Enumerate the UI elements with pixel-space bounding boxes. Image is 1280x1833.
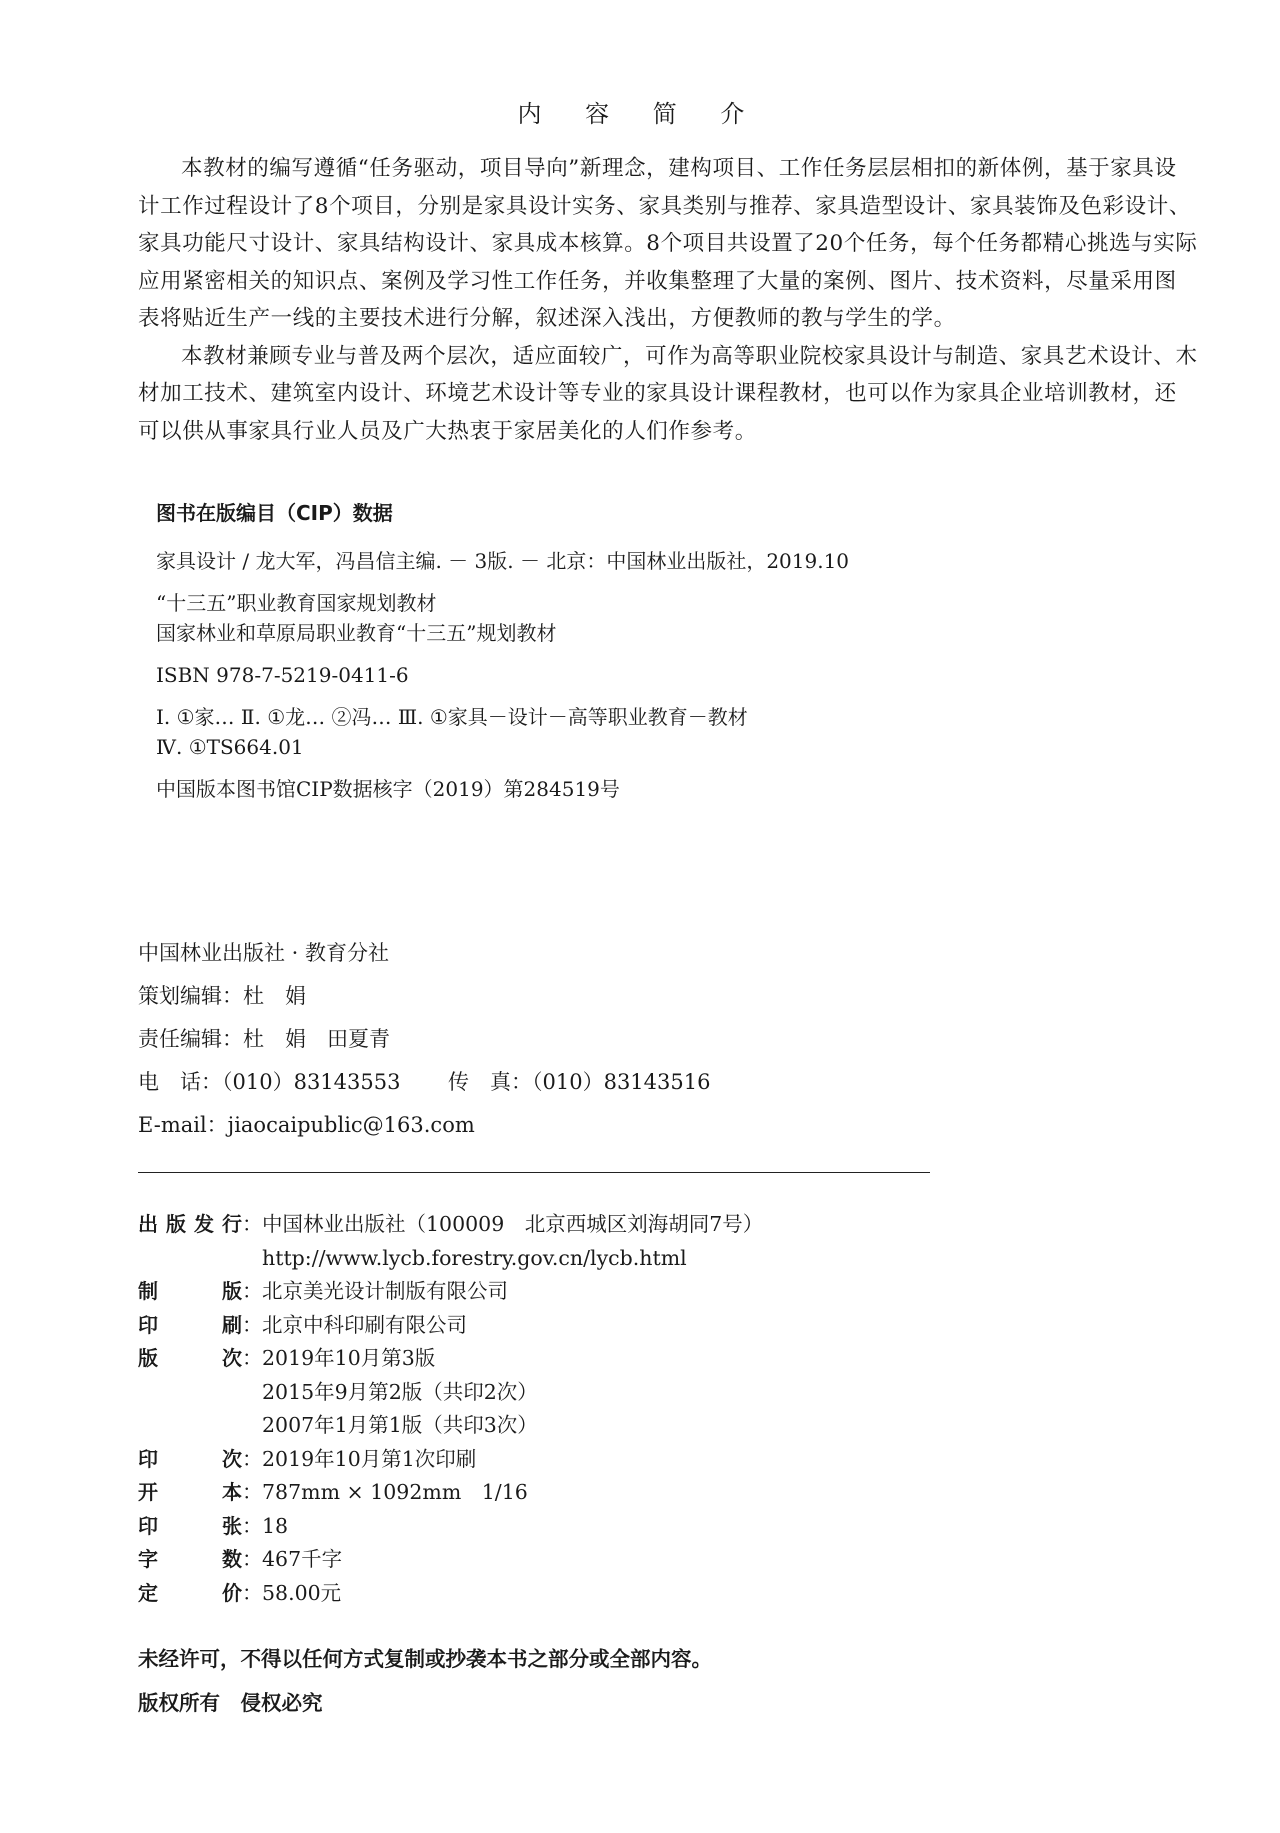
cip-catalog-line [156,546,849,576]
edition-history-2: 2007年1月第1版（共印3次） [262,1413,538,1437]
cip-classification [156,702,748,762]
info-colon: ： [242,1513,263,1538]
cip-verification-text: 中国版本图书馆CIP数据核字（2019）第284519号 [156,777,620,801]
info-value-printing: 北京中科印刷有限公司 [262,1312,467,1337]
intro-section [138,150,1198,450]
info-row-format [138,1476,763,1510]
page-title: 内 容 简 介 [517,100,763,128]
intro-paragraph-1: 本教材的编写遵循“任务驱动，项目导向”新理念，建构项目、工作任务层层相扣的新体例，基于家具设计工作过程设计了8个项目，分别是家具设计实务、家具类别与推荐、家具造型设计、家具装饰及色彩设计、家具功能尺寸设计、家具结构设计、家具成本核算。8个项目共设置了20个任务，每个任务都精心挑选与实际应用紧密相关的知识点、案例及学习性工作任务，并收集整理了大量的案例、图片、技术资料，尽量采用图表将贴近生产一线的主要技术进行分解，叙述深入浅出，方便教师的教与学生的学。 [138,156,1198,331]
info-row-impression [138,1443,763,1477]
cip-classification-1: Ⅰ. ①家… Ⅱ. ①龙… ②冯… Ⅲ. ①家具－设计－高等职业教育－教材 [156,705,748,729]
info-row-sheets [138,1510,763,1544]
info-value-plate: 北京美光设计制版有限公司 [262,1279,508,1303]
info-row-price [138,1577,763,1611]
fax-number: 传 真：（010）83143516 [448,1070,711,1094]
info-label-word-count: 字 数 [138,1547,242,1571]
info-label-distribution: 出 版 发 行 [138,1212,242,1236]
info-value-format: 787mm × 1092mm 1/16 [262,1480,528,1504]
cip-isbn-text: ISBN 978-7-5219-0411-6 [156,663,409,687]
copyright-rights: 版权所有 侵权必究 [138,1691,323,1715]
info-colon: ： [242,1480,263,1504]
info-label-impression: 印 次 [138,1446,242,1471]
divider-line [138,1172,930,1173]
publisher-division: 中国林业出版社 · 教育分社 [138,941,390,965]
edition-history-1: 2015年9月第2版（共印2次） [262,1379,538,1404]
info-value-distribution: 中国林业出版社（100009 北京西城区刘海胡同7号） [262,1212,764,1236]
info-row-edition-history-1 [138,1376,763,1410]
phone-number: 电 话：（010）83143553 [138,1070,401,1094]
info-value-word-count: 467千字 [262,1547,343,1571]
info-value-edition: 2019年10月第3版 [262,1346,436,1370]
publisher-block [138,932,710,1147]
cip-heading: 图书在版编目（CIP）数据 [156,501,393,525]
info-value-impression: 2019年10月第1次印刷 [262,1446,477,1471]
cip-catalog-text: 家具设计 / 龙大军，冯昌信主编. － 3版. － 北京：中国林业出版社，2019.10 [156,549,850,573]
responsible-editor: 责任编辑：杜 娟 田夏青 [138,1027,390,1051]
info-colon: ： [242,1446,263,1471]
info-value-sheets: 18 [262,1513,289,1538]
info-row-printing [138,1309,763,1343]
info-label-price: 定 价 [138,1580,242,1605]
publisher-url[interactable]: http://www.lycb.forestry.gov.cn/lycb.html [262,1245,687,1270]
info-row-url [138,1242,763,1276]
info-row-distribution [138,1208,763,1242]
cip-series-1: “十三五”职业教育国家规划教材 [156,591,437,615]
cip-isbn [156,660,409,690]
cip-classification-2: Ⅳ. ①TS664.01 [156,735,304,759]
planning-editor: 策划编辑：杜 娟 [138,984,306,1008]
info-colon: ： [242,1212,263,1236]
info-colon: ： [242,1580,263,1605]
publication-info [138,1208,763,1610]
copyright-notice: 未经许可，不得以任何方式复制或抄袭本书之部分或全部内容。 [138,1647,712,1671]
info-colon: ： [242,1346,263,1370]
cip-series [156,588,556,648]
email-address: E-mail：jiaocaipublic@163.com [138,1113,475,1137]
info-label-format: 开 本 [138,1480,242,1504]
contact-row [138,1061,710,1104]
info-label-printing: 印 刷 [138,1312,242,1337]
info-label-plate: 制 版 [138,1279,242,1303]
info-colon: ： [242,1547,263,1571]
info-label-edition: 版 次 [138,1346,242,1370]
info-row-word-count [138,1543,763,1577]
info-row-plate [138,1275,763,1309]
info-row-edition [138,1342,763,1376]
info-colon: ： [242,1279,263,1303]
info-colon: ： [242,1312,263,1337]
cip-verification [156,774,620,804]
info-value-price: 58.00元 [262,1580,342,1605]
info-label-sheets: 印 张 [138,1513,242,1538]
cip-series-2: 国家林业和草原局职业教育“十三五”规划教材 [156,621,557,645]
info-row-edition-history-2 [138,1409,763,1443]
intro-paragraph-2: 本教材兼顾专业与普及两个层次，适应面较广，可作为高等职业院校家具设计与制造、家具艺术设计、木材加工技术、建筑室内设计、环境艺术设计等专业的家具设计课程教材，也可以作为家具企业培训教材，还可以供从事家具行业人员及广大热衷于家居美化的人们作参考。 [138,343,1198,444]
